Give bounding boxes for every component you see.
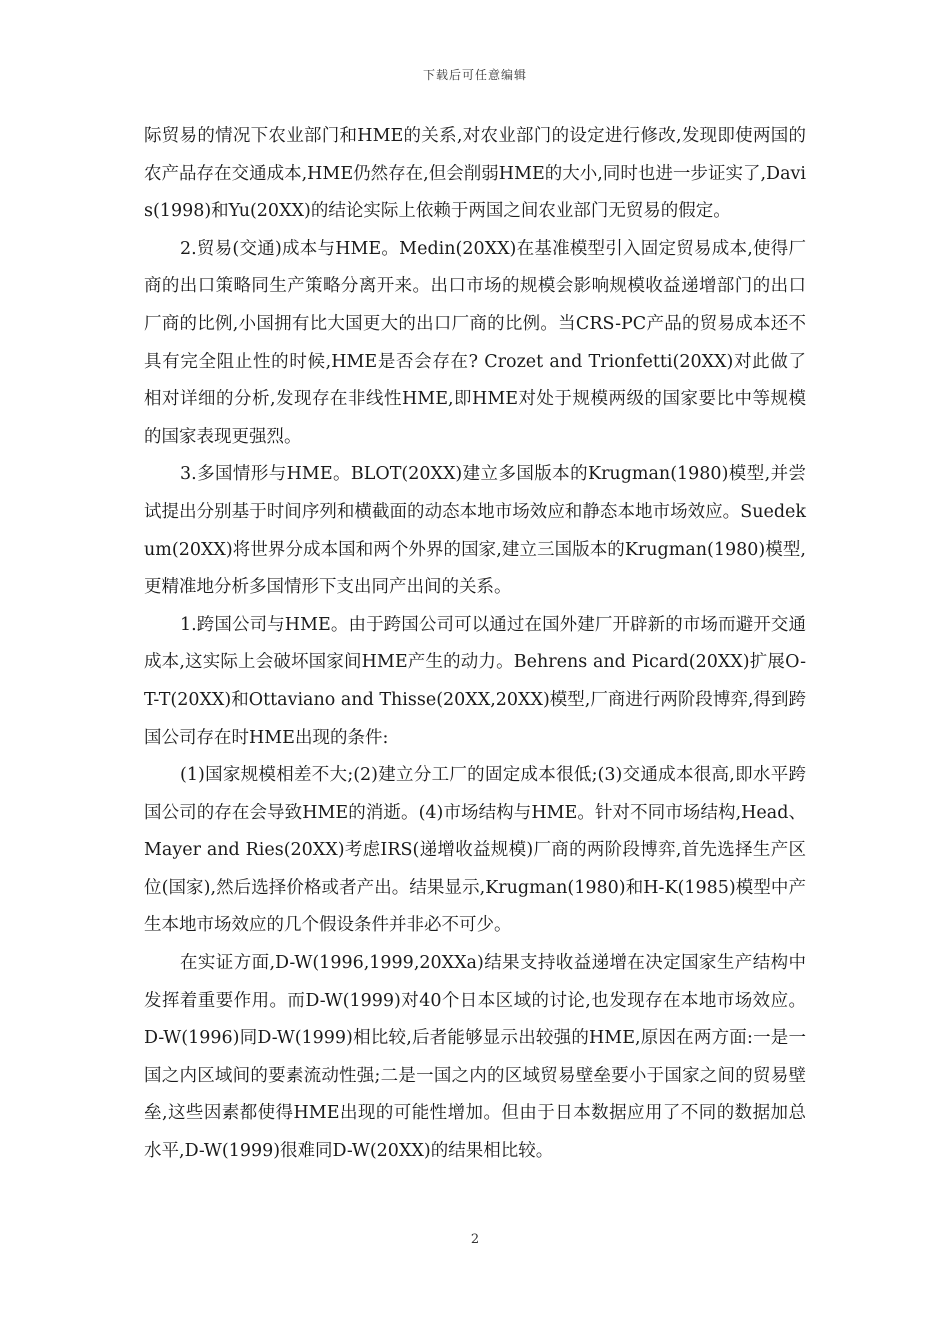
paragraph-2: 2.贸易(交通)成本与HME。Medin(20XX)在基准模型引入固定贸易成本,使得厂商的出口策略同生产策略分离开来。出口市场的规模会影响规模收益递增部门的出口厂商的比例,小国拥有比大国更大的出口厂商的比例。当CRS-PC产品的贸易成本还不具有完全阻止性的时候,HME是否会存在? Crozet and Trionfetti(20XX)对此做了相对详细的分析,发现存在非线性HME,即HME对处于规模两级的国家要比中等规模的国家表现更强烈。 bbox=[144, 238, 806, 447]
page-number: 2 bbox=[470, 1232, 480, 1247]
page-header: 下载后可任意编辑 bbox=[422, 68, 527, 82]
paragraph-1: 际贸易的情况下农业部门和HME的关系,对农业部门的设定进行修改,发现即使两国的农产品存在交通成本,HME仍然存在,但会削弱HME的大小,同时也进一步证实了,Davis(1998)和Yu(20XX)的结论实际上依赖于两国之间农业部门无贸易的假定。 bbox=[144, 126, 806, 222]
paragraph-3: 3.多国情形与HME。BLOT(20XX)建立多国版本的Krugman(1980)模型,并尝试提出分别基于时间序列和横截面的动态本地市场效应和静态本地市场效应。Suedekum(20XX)将世界分成本国和两个外界的国家,建立三国版本的Krugman(1980)模型,更精准地分析多国情形下支出同产出间的关系。 bbox=[144, 464, 806, 598]
paragraph-4: 1.跨国公司与HME。由于跨国公司可以通过在国外建厂开辟新的市场而避开交通成本,这实际上会破坏国家间HME产生的动力。Behrens and Picard(20XX)扩展O-T-T(20XX)和Ottaviano and Thisse(20XX,20XX)模型,厂商进行两阶段博弈,得到跨国公司存在时HME出现的条件: bbox=[144, 614, 806, 748]
document-body bbox=[144, 118, 806, 1171]
paragraph-5: (1)国家规模相差不大;(2)建立分工厂的固定成本很低;(3)交通成本很高,即水平跨国公司的存在会导致HME的消逝。(4)市场结构与HME。针对不同市场结构,Head、Mayer and Ries(20XX)考虑IRS(递增收益规模)厂商的两阶段博弈,首先选择生产区位(国家),然后选择价格或者产出。结果显示,Krugman(1980)和H-K(1985)模型中产生本地市场效应的几个假设条件并非必不可少。 bbox=[144, 765, 806, 936]
paragraph-6: 在实证方面,D-W(1996,1999,20XXa)结果支持收益递增在决定国家生产结构中发挥着重要作用。而D-W(1999)对40个日本区域的讨论,也发现存在本地市场效应。D-W(1996)同D-W(1999)相比较,后者能够显示出较强的HME,原因在两方面:一是一国之内区域间的要素流动性强;二是一国之内的区域贸易壁垒要小于国家之间的贸易壁垒,这些因素都使得HME出现的可能性增加。但由于日本数据应用了不同的数据加总水平,D-W(1999)很难同D-W(20XX)的结果相比较。 bbox=[144, 953, 806, 1162]
